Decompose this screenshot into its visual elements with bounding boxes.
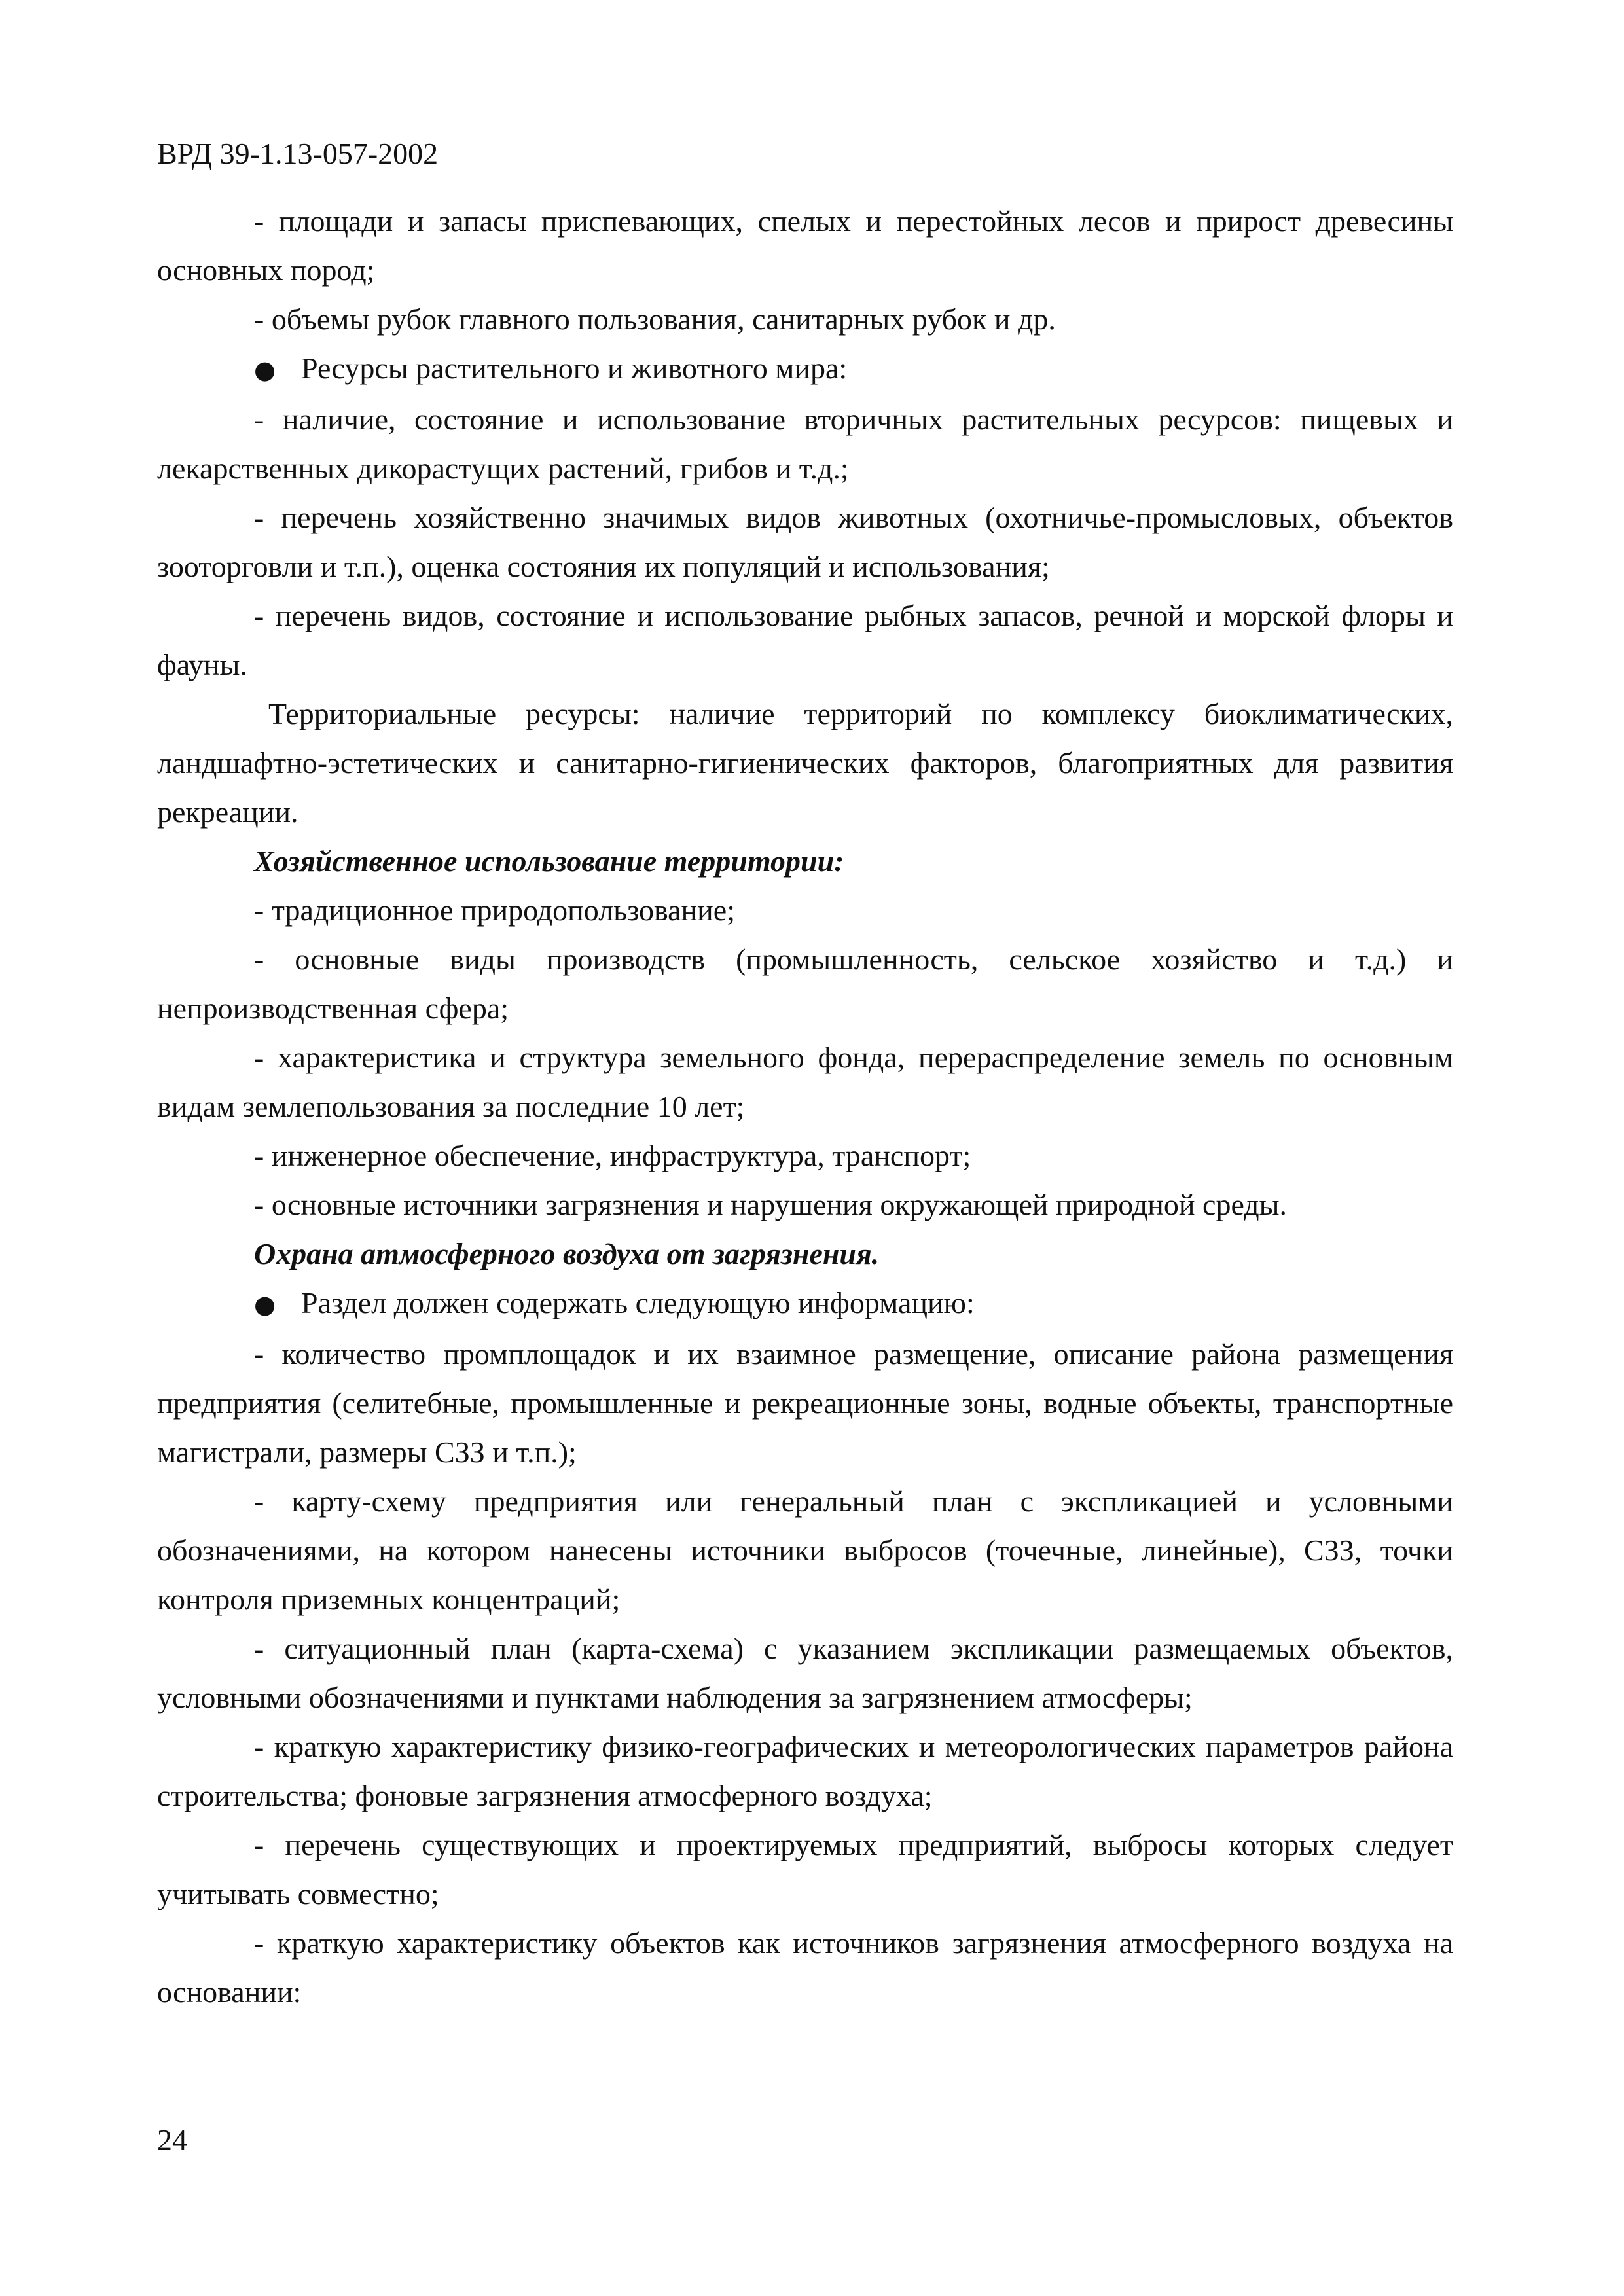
bullet-icon: ●	[254, 355, 276, 384]
paragraph-infrastructure: - инженерное обеспечение, инфраструктура, транспорт;	[254, 1139, 971, 1172]
paragraph-industrial-sites: - количество промплощадок и их взаимное размещение, описание района размещения предприятия (селитебные, промышленные и рекреационные зоны, водные объекты, транспортные магистрали, размеры СЗЗ и т.п.);	[157, 1337, 1453, 1469]
bullet-flora-fauna-resources	[157, 344, 1453, 395]
bullet-icon: ●	[254, 1290, 276, 1319]
paragraph-animal-species: - перечень хозяйственно значимых видов животных (охотничье-промысловых, объектов зооторговли и т.п.), оценка состояния их популяций и использования;	[157, 501, 1453, 583]
paragraph-secondary-plant-resources: - наличие, состояние и использование вторичных растительных ресурсов: пищевых и лекарственных дикорастущих растений, грибов и т.д.;	[157, 403, 1453, 485]
document-code-header: ВРД 39-1.13-057-2002	[157, 137, 439, 170]
paragraph-territorial-resources: Территориальные ресурсы: наличие территорий по комплексу биоклиматических, ландшафтно-эстетических и санитарно-гигиенических факторов, благоприятных для развития рекреации.	[157, 697, 1453, 829]
document-body	[157, 196, 1453, 2017]
bullet-text: Ресурсы растительного и животного мира:	[301, 351, 848, 385]
paragraph-logging-volumes: - объемы рубок главного пользования, санитарных рубок и др.	[254, 302, 1056, 336]
paragraph-situation-plan: - ситуационный план (карта-схема) с указанием экспликации размещаемых объектов, условными обозначениями и пунктами наблюдения за загрязнением атмосферы;	[157, 1632, 1453, 1714]
paragraph-forest-reserves: - площади и запасы приспевающих, спелых и перестойных лесов и прирост древесины основных пород;	[157, 204, 1453, 287]
section-heading-air-protection: Охрана атмосферного воздуха от загрязнения.	[254, 1237, 880, 1270]
paragraph-emission-sources: - краткую характеристику объектов как источников загрязнения атмосферного воздуха на основании:	[157, 1926, 1453, 2009]
paragraph-fish-stocks: - перечень видов, состояние и использование рыбных запасов, речной и морской флоры и фауны.	[157, 599, 1453, 681]
section-heading-land-use: Хозяйственное использование территории:	[254, 844, 844, 878]
bullet-section-contents	[157, 1278, 1453, 1329]
paragraph-site-map: - карту-схему предприятия или генеральный план с экспликацией и условными обозначениями, на котором нанесены источники выбросов (точечные, линейные), СЗЗ, точки контроля приземных концентраций;	[157, 1484, 1453, 1616]
paragraph-production-types: - основные виды производств (промышленность, сельское хозяйство и т.д.) и непроизводственная сфера;	[157, 942, 1453, 1025]
paragraph-physical-geography: - краткую характеристику физико-географических и метеорологических параметров района строительства; фоновые загрязнения атмосферного воздуха;	[157, 1730, 1453, 1812]
paragraph-pollution-sources: - основные источники загрязнения и нарушения окружающей природной среды.	[254, 1188, 1288, 1221]
paragraph-land-fund: - характеристика и структура земельного фонда, перераспределение земель по основным видам землепользования за последние 10 лет;	[157, 1041, 1453, 1123]
paragraph-enterprise-list: - перечень существующих и проектируемых предприятий, выбросы которых следует учитывать совместно;	[157, 1828, 1453, 1910]
paragraph-traditional-use: - традиционное природопользование;	[254, 893, 735, 927]
page-number: 24	[157, 2123, 187, 2157]
bullet-text: Раздел должен содержать следующую информацию:	[301, 1286, 975, 1319]
